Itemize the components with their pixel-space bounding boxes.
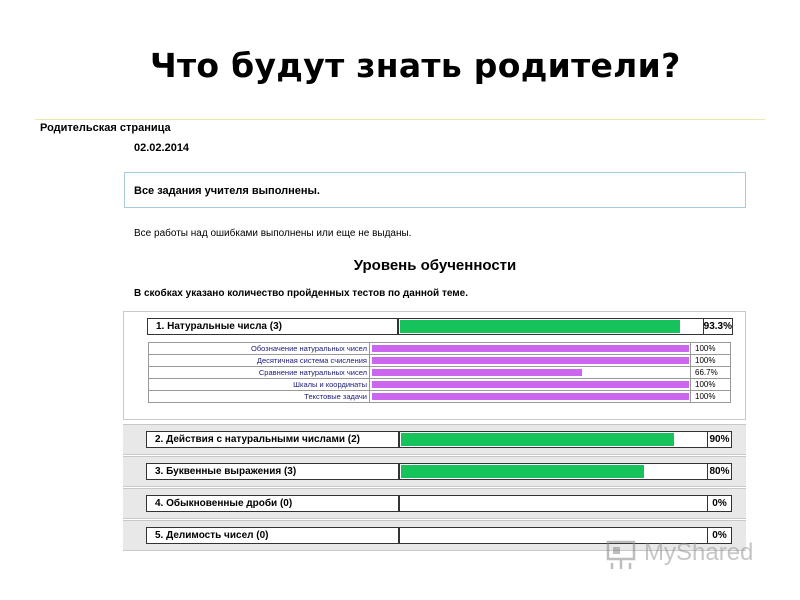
subtopic-percent: 100% [691,343,731,355]
subtopic-row [149,343,731,355]
topic-progress-bar [399,319,704,334]
topic-panel-1 [123,311,746,420]
subtopic-name: Шкалы и координаты [149,379,370,391]
topic-progress-fill [401,433,674,446]
topic-progress-fill [400,320,681,333]
topic-name[interactable]: 3. Буквенные выражения (3) [147,464,400,479]
report-date: 02.02.2014 [134,142,190,154]
topic-name[interactable]: 5. Делимость чисел (0) [147,528,400,543]
subtopic-name: Обозначение натуральных чисел [149,343,370,355]
page-label: Родительская страница [40,122,171,134]
subtopic-progress-bar [370,391,691,403]
header-divider [35,119,765,120]
subtopic-progress-fill [372,393,689,400]
error-work-info: Все работы над ошибками выполнены или еще не выданы. [134,228,412,239]
subtopic-row [149,355,731,367]
topic-panel-2 [123,424,746,455]
subtopic-progress-bar [370,379,691,391]
subtopic-percent: 66.7% [691,367,731,379]
subtopic-percent: 100% [691,391,731,403]
topic-name[interactable]: 4. Обыкновенные дроби (0) [147,496,400,511]
topic-progress-bar [400,496,708,511]
subtopic-name: Десятичная система счисления [149,355,370,367]
watermark-text: MyShared [644,539,754,566]
topic-percent: 93.3% [703,321,732,332]
subtopic-table [148,342,731,403]
topic-name[interactable]: 2. Действия с натуральными числами (2) [147,432,400,447]
topic-progress-bar [400,432,708,447]
teacher-tasks-notice [124,172,746,208]
topic-percent: 0% [712,530,727,541]
subtopic-progress-bar [370,367,691,379]
subtopic-name: Текстовые задачи [149,391,370,403]
topic-name[interactable]: 1. Натуральные числа (3) [148,319,399,334]
topic-row[interactable] [146,431,732,448]
subtopic-percent: 100% [691,355,731,367]
topic-panel-3 [123,456,746,487]
tests-caption: В скобках указано количество пройденных тестов по данной теме. [134,288,469,299]
subtopic-progress-bar [370,355,691,367]
topic-row[interactable] [146,495,732,512]
subtopic-progress-fill [372,381,689,388]
watermark [604,536,753,570]
topic-row[interactable] [147,318,733,335]
subtopic-row [149,391,731,403]
topic-percent: 0% [712,498,727,509]
subtopic-progress-bar [370,343,691,355]
subtopic-progress-fill [372,345,689,352]
subtopic-percent: 100% [691,379,731,391]
subtopic-progress-fill [372,357,689,364]
topic-panel-4 [123,488,746,519]
subtopic-progress-fill [372,369,582,376]
subtopic-name: Сравнение натуральных чисел [149,367,370,379]
subtopic-row [149,379,731,391]
notice-text: Все задания учителя выполнены. [134,185,320,197]
topic-progress-fill [401,465,644,478]
slide-title: Что будут знать родители? [150,46,681,85]
topic-percent: 90% [709,434,730,445]
presentation-board-icon [604,536,638,570]
topic-progress-bar [400,464,708,479]
subtopic-row [149,367,731,379]
topic-percent: 80% [709,466,730,477]
topic-row[interactable] [146,463,732,480]
section-heading: Уровень обученности [353,257,517,274]
